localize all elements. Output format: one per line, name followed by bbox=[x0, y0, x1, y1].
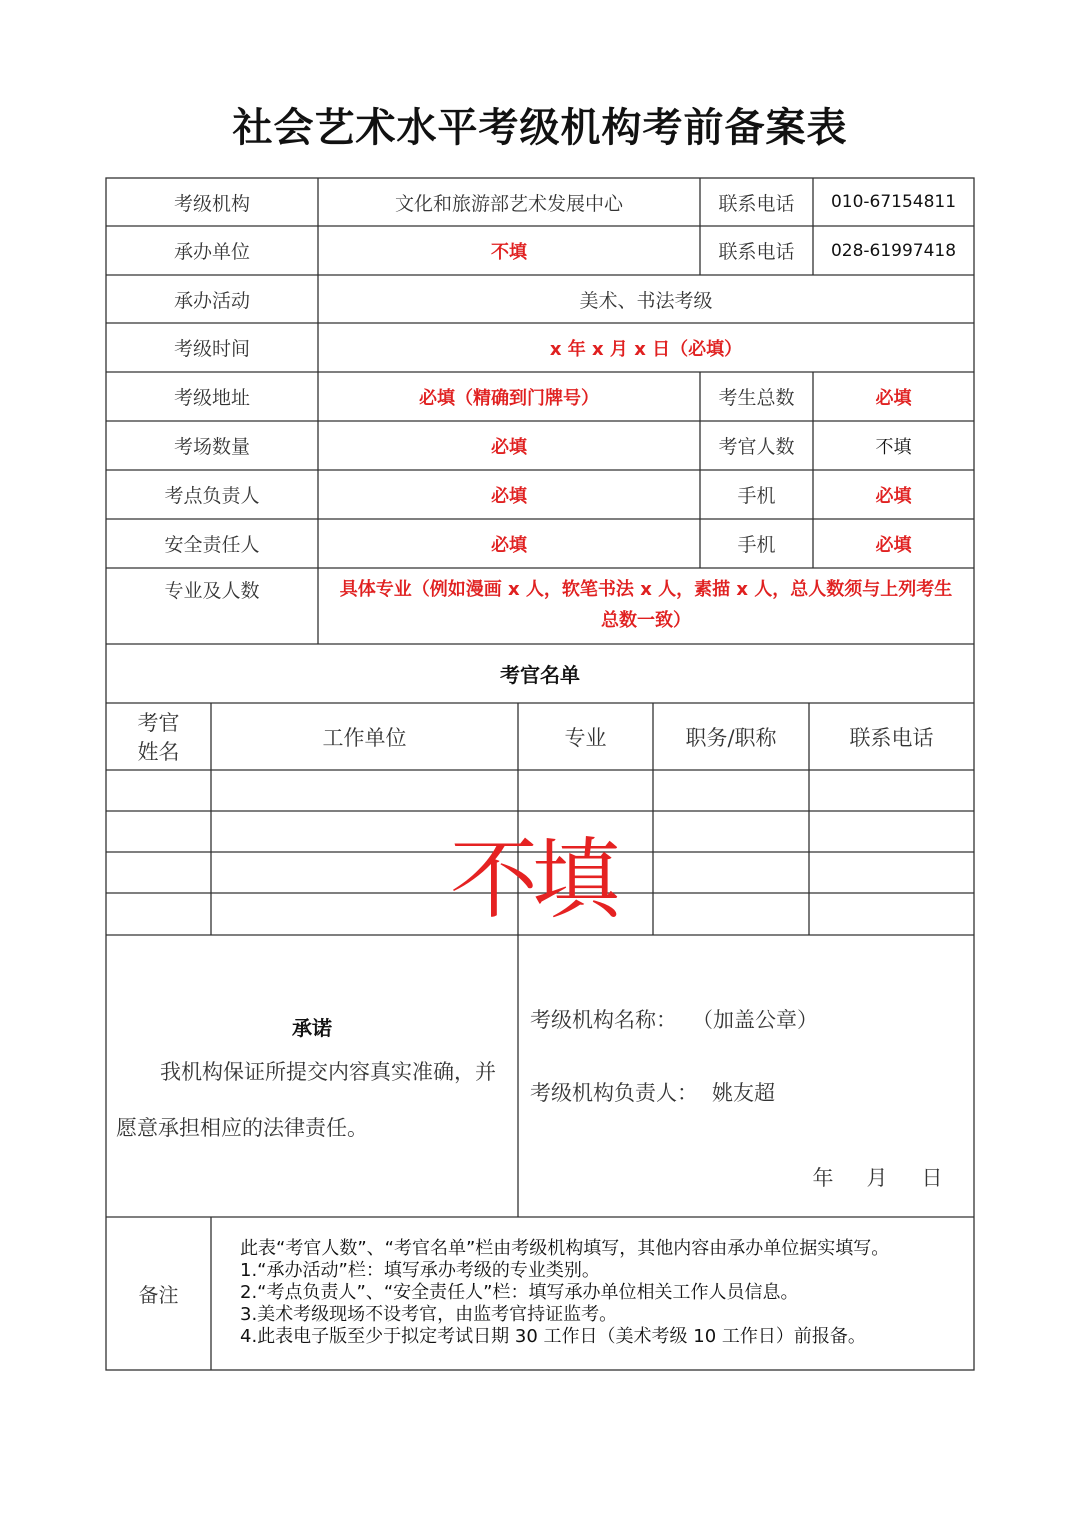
activity-value: 美术、书法考级 bbox=[579, 289, 713, 312]
examiner-name-header-line1: 考官 bbox=[137, 711, 180, 735]
host-label: 承办单位 bbox=[173, 241, 250, 263]
time-label: 考级时间 bbox=[173, 338, 250, 360]
org-phone-label: 联系电话 bbox=[718, 192, 795, 215]
org-head-label: 考级机构负责人： bbox=[530, 1081, 698, 1105]
majors-value-line1: 具体专业（例如漫画 x 人，软笔书法 x 人，素描 x 人，总人数须与上列考生 bbox=[339, 579, 953, 600]
date-day: 日 bbox=[921, 1166, 943, 1190]
date-month: 月 bbox=[866, 1166, 888, 1190]
safety-label: 安全责任人 bbox=[164, 534, 260, 556]
org-name-label: 考级机构名称： bbox=[530, 1008, 677, 1032]
workplace-header: 工作单位 bbox=[322, 725, 407, 750]
safety-value: 必填 bbox=[491, 534, 527, 556]
examinee-label: 考生总数 bbox=[718, 387, 795, 409]
pledge-line2: 愿意承担相应的法律责任。 bbox=[116, 1116, 368, 1140]
majors-label: 专业及人数 bbox=[164, 579, 260, 602]
host-phone-label: 联系电话 bbox=[718, 241, 795, 263]
page-title: 社会艺术水平考级机构考前备案表 bbox=[232, 105, 848, 151]
remark-line: 3.美术考级现场不设考官，由监考官持证监考。 bbox=[240, 1304, 618, 1325]
site-head-label: 考点负责人 bbox=[164, 485, 260, 507]
examiner-count-value: 不填 bbox=[875, 436, 912, 458]
site-head-mobile-value: 必填 bbox=[875, 485, 912, 507]
examinee-value: 必填 bbox=[875, 387, 912, 409]
rooms-label: 考场数量 bbox=[173, 436, 250, 458]
org-label: 考级机构 bbox=[173, 192, 250, 215]
org-head-name: 姚友超 bbox=[712, 1081, 775, 1105]
address-label: 考级地址 bbox=[173, 387, 250, 409]
safety-mobile-label: 手机 bbox=[737, 534, 776, 556]
host-value: 不填 bbox=[491, 241, 527, 263]
remark-line: 1.“承办活动”栏：填写承办考级的专业类别。 bbox=[240, 1260, 600, 1281]
pledge-line1: 我机构保证所提交内容真实准确，并 bbox=[160, 1060, 496, 1084]
activity-label: 承办活动 bbox=[173, 289, 250, 312]
date-year: 年 bbox=[812, 1166, 834, 1190]
org-phone: 010-67154811 bbox=[830, 192, 957, 212]
phone-header: 联系电话 bbox=[849, 725, 934, 750]
safety-mobile-value: 必填 bbox=[875, 534, 912, 556]
rooms-value: 必填 bbox=[491, 436, 527, 458]
remarks-label: 备注 bbox=[138, 1283, 179, 1307]
title-header: 职务/职称 bbox=[685, 725, 777, 750]
time-value: x 年 x 月 x 日（必填） bbox=[549, 338, 743, 360]
remark-line: 2.“考点负责人”、“安全责任人”栏：填写承办单位相关工作人员信息。 bbox=[240, 1282, 799, 1303]
majors-value-line2: 总数一致） bbox=[601, 610, 691, 631]
examiners-section-title: 考官名单 bbox=[500, 663, 580, 687]
remark-line: 此表“考官人数”、“考官名单”栏由考级机构填写，其他内容由承办单位据实填写。 bbox=[240, 1238, 890, 1259]
remarks-lines bbox=[240, 1238, 970, 1348]
org-value: 文化和旅游部艺术发展中心 bbox=[394, 192, 623, 215]
address-value: 必填（精确到门牌号） bbox=[419, 387, 599, 409]
host-phone: 028-61997418 bbox=[830, 240, 957, 261]
major-header: 专业 bbox=[564, 725, 607, 750]
site-head-value: 必填 bbox=[491, 485, 527, 507]
not-fill-stamp: 不填 bbox=[450, 828, 615, 931]
examiner-name-header-line2: 姓名 bbox=[137, 740, 180, 764]
stamp-note: （加盖公章） bbox=[692, 1008, 818, 1032]
remark-line: 4.此表电子版至少于拟定考试日期 30 工作日（美术考级 10 工作日）前报备。 bbox=[240, 1326, 866, 1347]
pledge-title: 承诺 bbox=[292, 1015, 332, 1040]
site-head-mobile-label: 手机 bbox=[737, 485, 776, 507]
examiner-count-label: 考官人数 bbox=[718, 436, 795, 458]
